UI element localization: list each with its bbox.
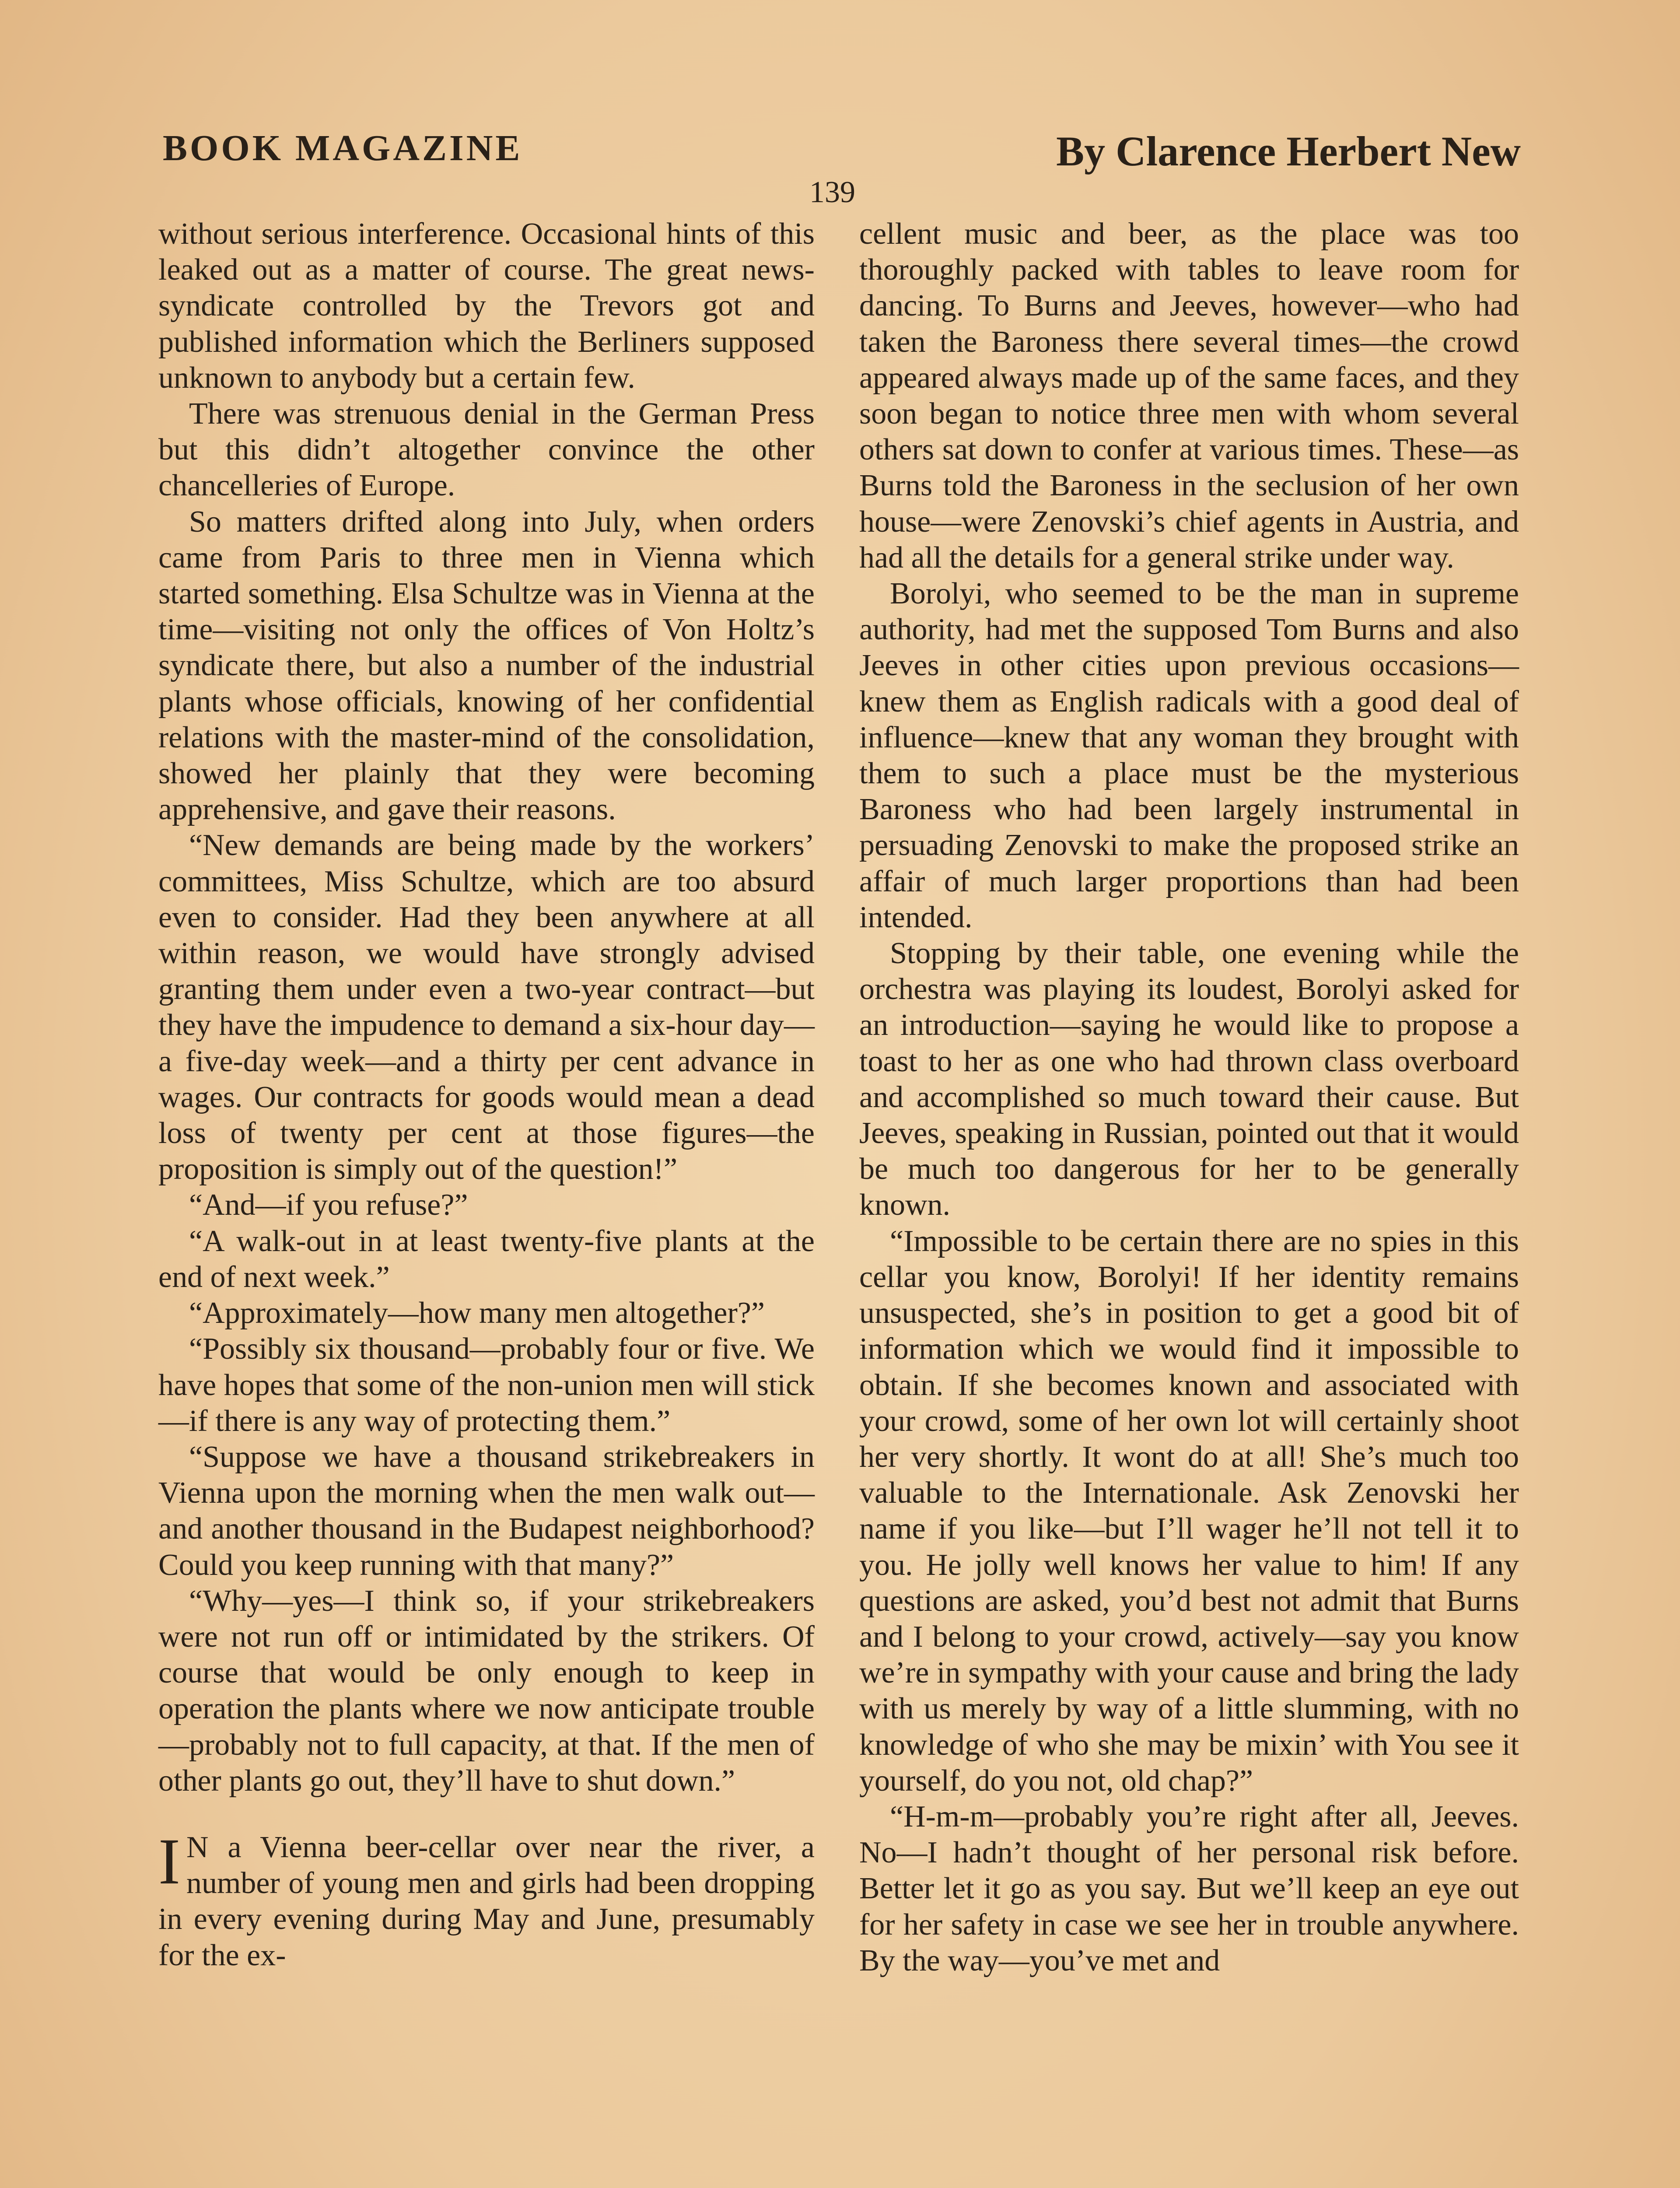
author-byline: By Clarence Herbert New: [1056, 128, 1521, 175]
paragraph: without serious interference. Occasional hints of this leaked out as a matter of course. The great news-syndicate controlled by the Trevors got and published information which the Berliners supposed unknown to anybody but a certain few.: [158, 217, 815, 395]
paragraph: “A walk-out in at least twenty-five plants at the end of next week.”: [158, 1224, 815, 1294]
paragraph: “Why—yes—I think so, if your strikebreakers were not run off or intimidated by the strikers. Of course that would be only enough to keep in operation the plants where we now anticipate trouble—probably not to full capacity, at that. If the men of other plants go out, they’ll have to shut down.”: [158, 1584, 815, 1798]
magazine-title: BOOK MAGAZINE: [163, 128, 523, 168]
paragraph: “And—if you refuse?”: [189, 1188, 468, 1222]
paragraph: Stopping by their table, one evening while the orchestra was playing its loudest, Borolyi asked for an introduction—saying he would like to propose a toast to her as one who had thrown class overboard and accomplished so much toward their cause. But Jeeves, speaking in Russian, pointed out that it would be much too dangerous for her to be generally known.: [859, 936, 1519, 1222]
left-column: [158, 216, 815, 1974]
drop-cap: I: [158, 1825, 180, 1898]
right-column: [859, 216, 1519, 1979]
paragraph: “Possibly six thousand—probably four or five. We have hopes that some of the non-union men will stick—if there is any way of protecting them.”: [158, 1332, 815, 1438]
paragraph: “H-m-m—probably you’re right after all, Jeeves. No—I hadn’t thought of her personal risk before. Better let it go as you say. But we’ll keep an eye out for her safety in case we see her in trouble anywhere. By the way—you’ve met and: [859, 1799, 1519, 1978]
section-opening-paragraph: [158, 1825, 815, 1974]
paragraph: Borolyi, who seemed to be the man in supreme authority, had met the supposed Tom Burns and also Jeeves in other cities upon previous occasions—knew them as English radicals with a good deal of influence—knew that any woman they brought with them to such a place must be the mysterious Baroness who had been largely instrumental in persuading Zenovski to make the proposed strike an affair of much larger proportions than had been intended.: [859, 577, 1519, 934]
page-number: 139: [809, 175, 855, 209]
paragraph: cellent music and beer, as the place was too thoroughly packed with tables to leave room for dancing. To Burns and Jeeves, however—who had taken the Baroness there several times—the crowd appeared always made up of the same faces, and they soon began to notice three men with whom several others sat down to confer at various times. These—as Burns told the Baroness in the seclusion of her own house—were Zenovski’s chief agents in Austria, and had all the details for a general strike under way.: [859, 217, 1519, 575]
paragraph: “Impossible to be certain there are no spies in this cellar you know, Borolyi! If her identity remains unsuspected, she’s in position to get a good bit of information which we would find it impossible to obtain. If she becomes known and associated with your crowd, some of her own lot will certainly shoot her very shortly. It wont do at all! She’s much too valuable to the Internationale. Ask Zenovski her name if you like—but I’ll wager he’ll not tell it to you. He jolly well knows her value to him! If any questions are asked, you’d best not admit that Burns and I belong to your crowd, actively—say you know we’re in sympathy with your cause and bring the lady with us merely by way of a little slumming, with no knowledge of who she may be mixin’ with You see it yourself, do you not, old chap?”: [859, 1224, 1519, 1798]
paragraph: So matters drifted along into July, when orders came from Paris to three men in Vienna which started something. Elsa Schultze was in Vienna at the time—visiting not only the offices of Von Holtz’s syndicate there, but also a number of the industrial plants whose officials, knowing of her confidential relations with the master-mind of the consolidation, showed her plainly that they were becoming apprehensive, and gave their reasons.: [158, 505, 815, 827]
paragraph: “New demands are being made by the workers’ committees, Miss Schultze, which are too absurd even to consider. Had they been anywhere at all within reason, we would have strongly advised granting them under even a two-year contract—but they have the impudence to demand a six-hour day—a five-day week—and a thirty per cent advance in wages. Our contracts for goods would mean a dead loss of twenty per cent at those figures—the proposition is simply out of the question!”: [158, 828, 815, 1186]
paragraph: “Approximately—how many men altogether?”: [189, 1296, 765, 1330]
paragraph: There was strenuous denial in the German Press but this didn’t altogether convince the other chancelleries of Europe.: [158, 397, 815, 503]
paragraph: “Suppose we have a thousand strikebreakers in Vienna upon the morning when the men walk out—and another thousand in the Budapest neighborhood? Could you keep running with that many?”: [158, 1440, 815, 1582]
section-opening-text: N a Vienna beer-cellar over near the river, a number of young men and girls had been dropping in every evening during May and June, presumably for the ex-: [158, 1830, 815, 1972]
